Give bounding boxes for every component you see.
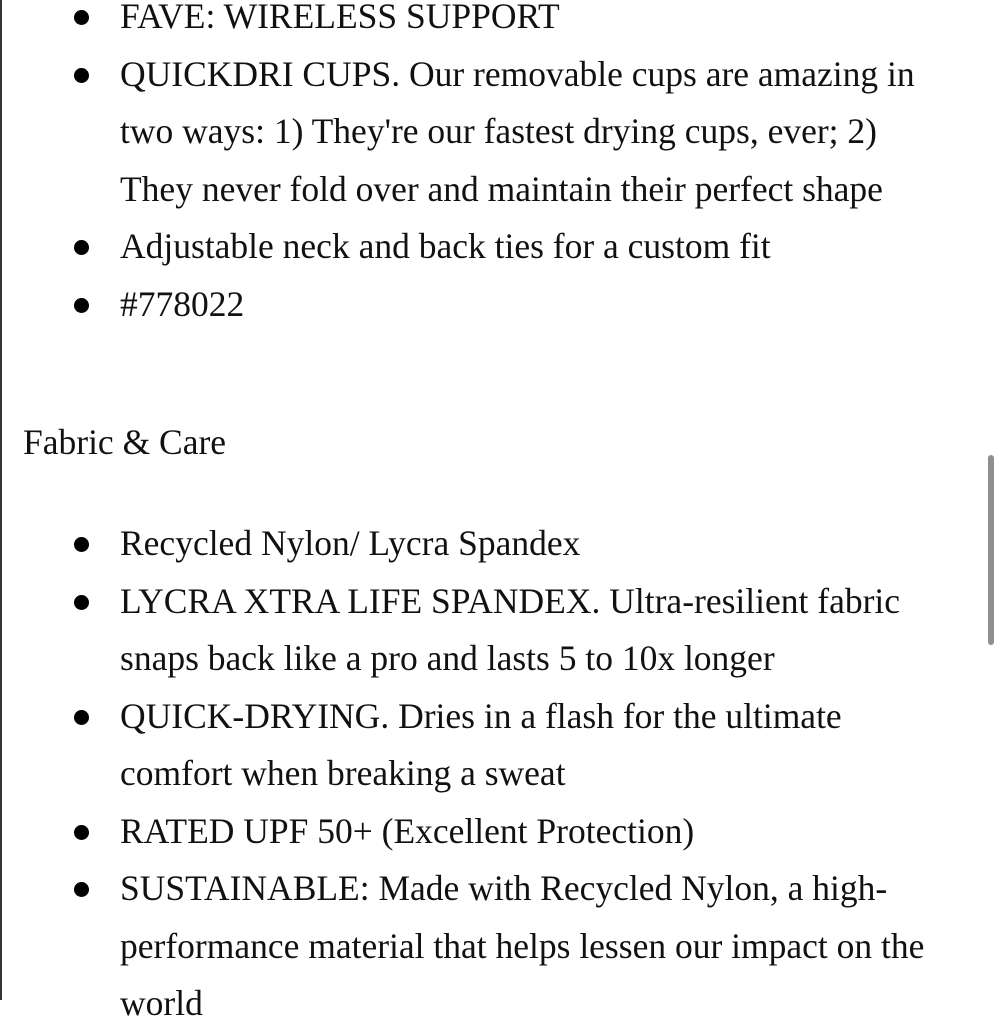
bullet-icon xyxy=(74,882,89,897)
list-item xyxy=(0,46,980,219)
bullet-icon xyxy=(74,298,89,313)
list-item-text: QUICK-DRYING. Dries in a flash for the ultimate comfort when breaking a sweat xyxy=(120,695,842,793)
bullet-icon xyxy=(74,68,89,83)
list-item xyxy=(0,573,980,688)
bullet-icon xyxy=(74,537,89,552)
list-item-text: RATED UPF 50+ (Excellent Protection) xyxy=(120,810,695,851)
list-item-text: SUSTAINABLE: Made with Recycled Nylon, a high-performance material that helps lessen our impact on the world xyxy=(120,868,925,1023)
bullet-icon xyxy=(74,240,89,255)
list-item-text: Recycled Nylon/ Lycra Spandex xyxy=(120,523,581,563)
list-item-text: Adjustable neck and back ties for a custom fit xyxy=(120,226,771,266)
list-item-text: FAVE: WIRELESS SUPPORT xyxy=(120,0,560,36)
list-item-text: LYCRA XTRA LIFE SPANDEX. Ultra-resilient fabric snaps back like a pro and lasts 5 to 10x longer xyxy=(120,580,901,678)
list-item xyxy=(0,0,980,46)
list-item xyxy=(0,803,980,861)
fabric-care-heading: Fabric & Care xyxy=(23,422,227,462)
features-list xyxy=(0,0,980,333)
scrollbar-thumb[interactable] xyxy=(988,455,994,645)
list-item xyxy=(0,860,980,1033)
bullet-icon xyxy=(74,595,89,610)
bullet-icon xyxy=(74,825,89,840)
list-item xyxy=(0,276,980,334)
list-item xyxy=(0,218,980,276)
list-item-text: #778022 xyxy=(120,283,245,324)
list-item xyxy=(0,515,980,573)
list-item-text: QUICKDRI CUPS. Our removable cups are amazing in two ways: 1) They're our fastest drying cups, ever; 2) They never fold over and maintain their perfect shape xyxy=(120,53,915,209)
fabric-care-list xyxy=(0,515,980,1033)
bullet-icon xyxy=(74,710,89,725)
bullet-icon xyxy=(74,10,89,25)
list-item xyxy=(0,688,980,803)
